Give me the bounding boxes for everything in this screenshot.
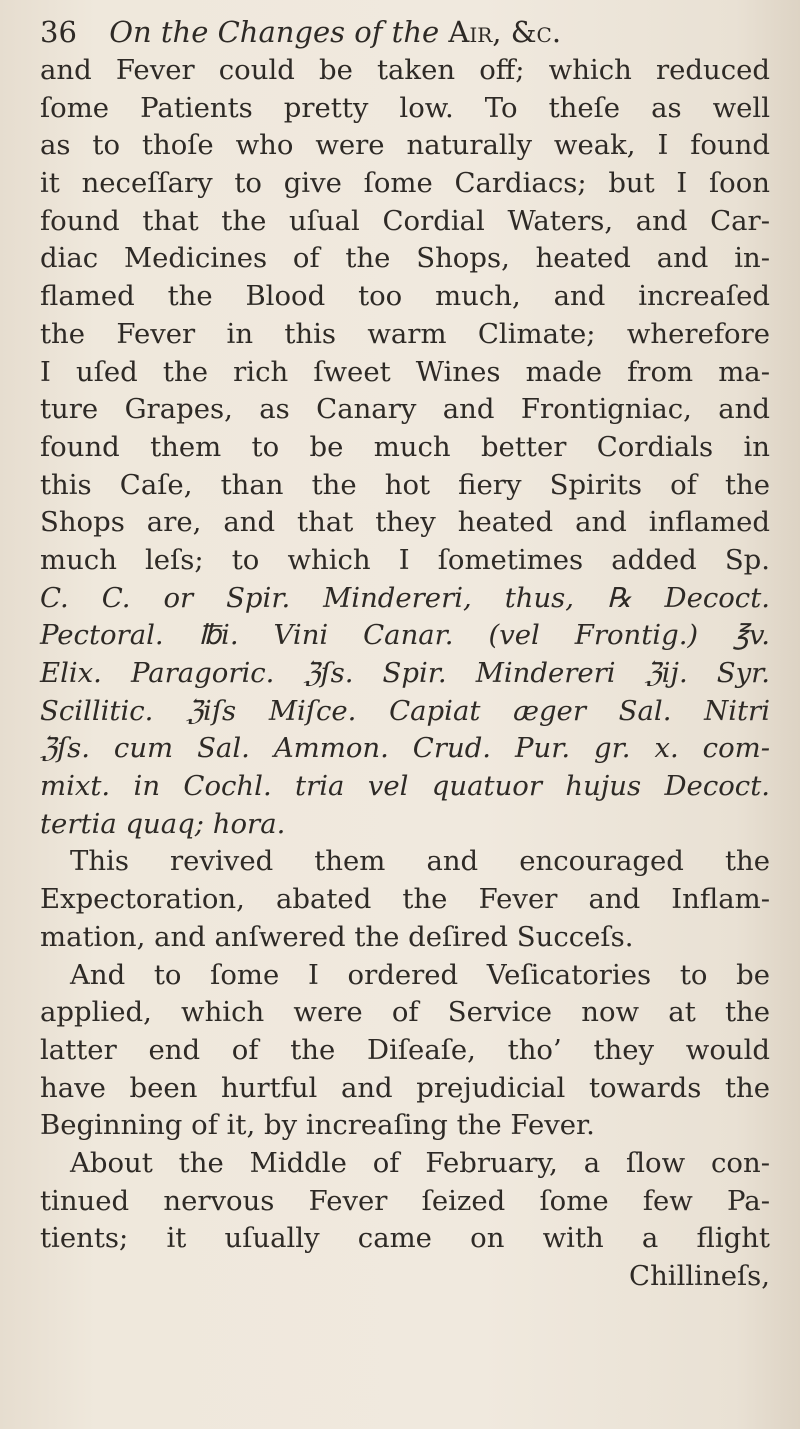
running-head-title: On the Changes of the xyxy=(109,15,440,49)
text-line: Expectoration, abated the Fever and Inflam- xyxy=(40,883,770,916)
page-number: 36 xyxy=(40,15,77,49)
text-line: applied, which were of Service now at the xyxy=(40,996,770,1029)
text-line: Chillineſs, xyxy=(629,1260,770,1292)
text-line: as to thoſe who were naturally weak, I found xyxy=(40,129,770,162)
text-line: Beginning of it, by increaſing the Fever. xyxy=(40,1109,595,1142)
text-line: And to ſome I ordered Veſicatories to be xyxy=(70,958,770,991)
text-line: and Fever could be taken off; which reduced xyxy=(40,54,770,86)
body-text xyxy=(40,52,770,1296)
text-line: Pectoral. ℔i. Vini Canar. (vel Frontig.) ℥v. xyxy=(40,619,770,652)
text-line: C. C. or Spir. Mindereri, thus, ℞ Decoct. xyxy=(40,581,770,614)
running-head xyxy=(40,12,760,52)
text-line: it neceſſary to give ſome Cardiacs; but I ſoon xyxy=(40,167,770,200)
text-line: diac Medicines of the Shops, heated and in- xyxy=(40,242,770,275)
text-line: tinued nervous Fever ſeized ſome few Pa- xyxy=(40,1184,770,1217)
text-line: Scillitic. ℨiſs Miſce. Capiat æger Sal. Nitri xyxy=(40,694,770,727)
text-line: this Caſe, than the hot fiery Spirits of the xyxy=(40,468,770,501)
text-line: Elix. Paragoric. ℨſs. Spir. Mindereri ℨij. Syr. xyxy=(40,657,770,689)
text-line: mixt. in Cochl. tria vel quatuor hujus Decoct. xyxy=(40,770,770,803)
text-line: flamed the Blood too much, and increaſed xyxy=(40,280,770,313)
text-line: the Fever in this warm Climate; wherefore xyxy=(40,317,770,350)
text-line: ſome Patients pretty low. To theſe as well xyxy=(40,91,770,124)
running-head-subject: Air, &c. xyxy=(448,15,562,49)
text-line: latter end of the Diſeaſe, tho’ they would xyxy=(40,1033,770,1066)
text-line: About the Middle of February, a ſlow con- xyxy=(70,1146,770,1179)
text-line: tients; it uſually came on with a flight xyxy=(40,1222,770,1255)
text-line: much leſs; to which I ſometimes added Sp. xyxy=(40,543,770,576)
text-line: ture Grapes, as Canary and Frontigniac, and xyxy=(40,393,770,426)
text-line: Shops are, and that they heated and inflamed xyxy=(40,506,770,539)
text-line: found them to be much better Cordials in xyxy=(40,430,770,463)
text-line: This revived them and encouraged the xyxy=(70,845,770,878)
text-line: mation, and anſwered the deſired Succeſs. xyxy=(40,920,634,953)
text-line: tertia quaq; hora. xyxy=(40,807,286,840)
text-line: have been hurtful and prejudicial towards the xyxy=(40,1071,770,1104)
text-line: found that the uſual Cordial Waters, and Car- xyxy=(40,204,770,237)
text-line: ℨſs. cum Sal. Ammon. Crud. Pur. gr. x. com- xyxy=(40,732,770,765)
text-line: I uſed the rich ſweet Wines made from ma- xyxy=(40,355,770,388)
